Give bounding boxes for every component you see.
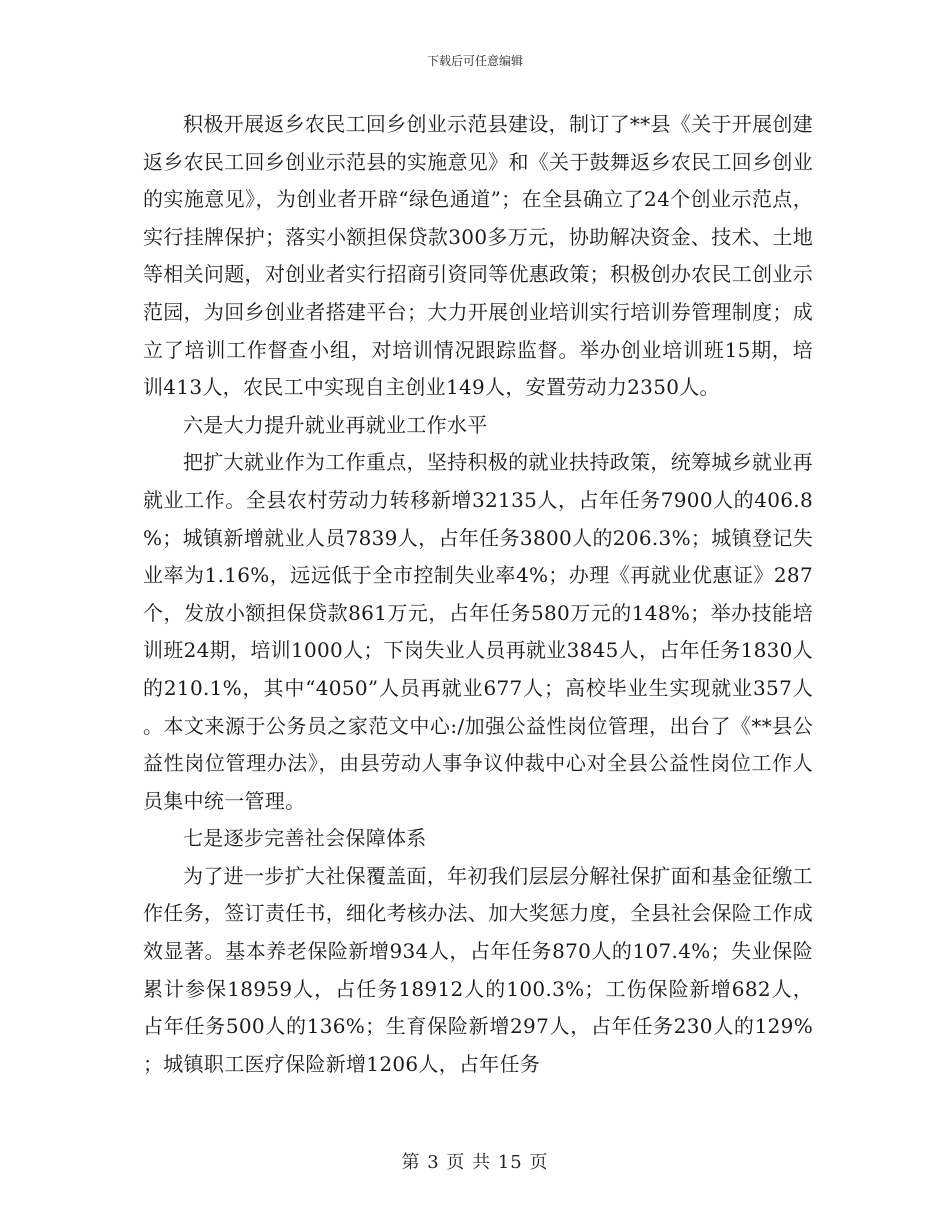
page-number: 第 3 页 共 15 页 bbox=[401, 1152, 549, 1173]
page-header-note: 下载后可任意编辑 bbox=[426, 54, 523, 68]
section-heading-social-security: 七是逐步完善社会保障体系 bbox=[183, 826, 427, 851]
paragraph-entrepreneurship: 积极开展返乡农民工回乡创业示范县建设，制订了**县《关于开展创建返乡农民工回乡创业示范县的实施意见》和《关于鼓舞返乡农民工回乡创业的实施意见》，为创业者开辟“绿色通道”；在全县确立了24个创业示范点，实行挂牌保护；落实小额担保贷款300多万元，协助解决资金、技术、土地等相关问题，对创业者实行招商引资同等优惠政策；积极创办农民工创业示范园，为回乡创业者搭建平台；大力开展创业培训实行培训券管理制度；成立了培训工作督查小组，对培训情况跟踪监督。举办创业培训班15期，培训413人，农民工中实现自主创业149人，安置劳动力2350人。 bbox=[143, 112, 813, 400]
section-heading-employment: 六是大力提升就业再就业工作水平 bbox=[183, 412, 488, 437]
paragraph-social-security: 为了进一步扩大社保覆盖面，年初我们层层分解社保扩面和基金征缴工作任务，签订责任书，细化考核办法、加大奖惩力度，全县社会保险工作成效显著。基本养老保险新增934人，占年任务870人的107.4%；失业保险累计参保18959人，占任务18912人的100.3%；工伤保险新增682人，占年任务500人的136%；生育保险新增297人，占年任务230人的129%；城镇职工医疗保险新增1206人，占年任务 bbox=[143, 863, 813, 1076]
paragraph-employment: 把扩大就业作为工作重点，坚持积极的就业扶持政策，统筹城乡就业再就业工作。全县农村劳动力转移新增32135人，占年任务7900人的406.8%；城镇新增就业人员7839人，占年任务3800人的206.3%；城镇登记失业率为1.16%，远远低于全市控制失业率4%；办理《再就业优惠证》287个，发放小额担保贷款861万元，占年任务580万元的148%；举办技能培训班24期，培训1000人；下岗失业人员再就业3845人，占年任务1830人的210.1%，其中“4050”人员再就业677人；高校毕业生实现就业357人。本文来源于公务员之家范文中心:/加强公益性岗位管理，出台了《**县公益性岗位管理办法》，由县劳动人事争议仲裁中心对全县公益性岗位工作人员集中统一管理。 bbox=[143, 450, 813, 813]
document-body bbox=[143, 106, 813, 1083]
